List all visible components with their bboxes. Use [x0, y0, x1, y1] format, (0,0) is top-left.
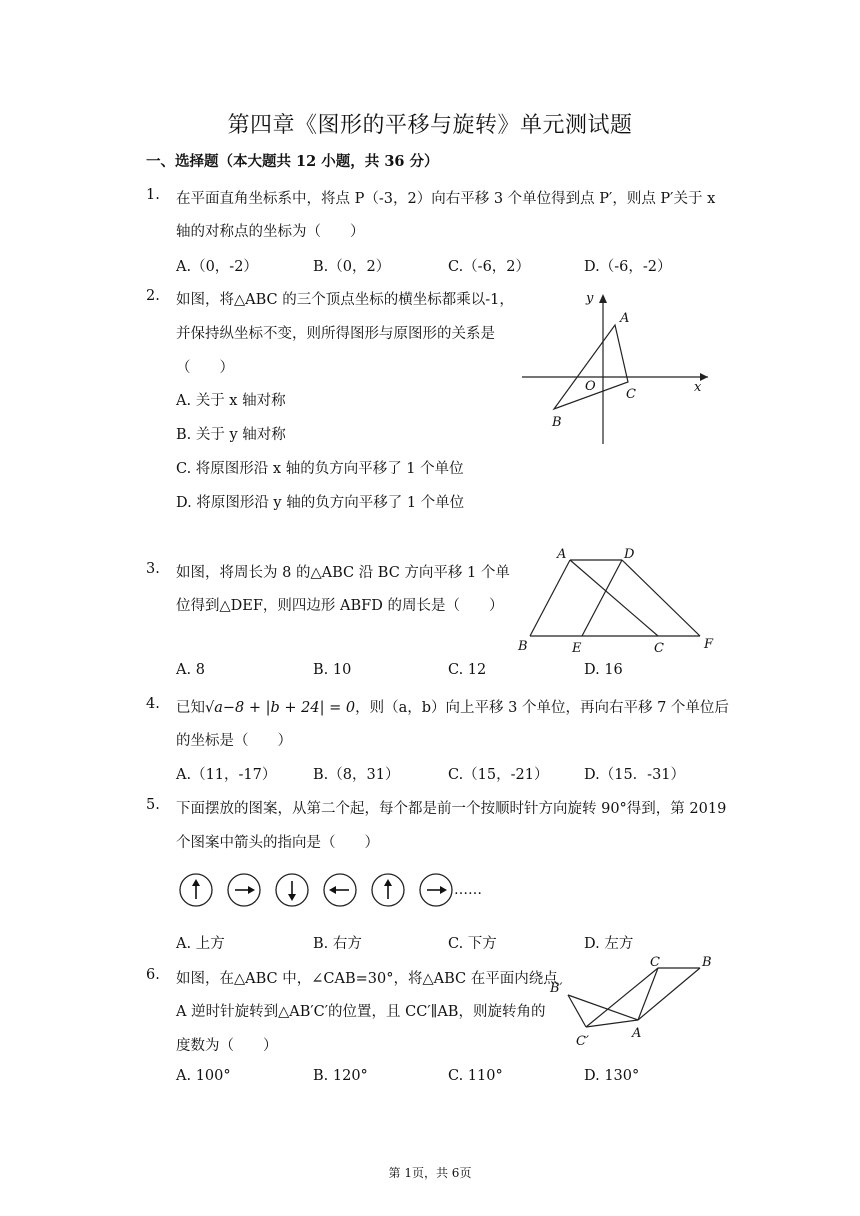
- question-text-line: 位得到△DEF，则四边形 ABFD 的周长是（ ）: [176, 598, 504, 614]
- option-d: D.（-6，-2）: [584, 259, 672, 275]
- label-origin: O: [585, 379, 596, 394]
- arrow-circle-right: [420, 874, 452, 906]
- page-footer: 第 1页，共 6页: [388, 1166, 472, 1180]
- text-suffix: ，则（a，b）向上平移 3 个单位，再向右平移 7 个单位后: [355, 700, 729, 716]
- option-d: D.（15．-31）: [584, 767, 686, 783]
- label-d: D: [624, 547, 635, 562]
- label-c: C: [654, 641, 664, 656]
- label-a: A: [620, 311, 630, 326]
- label-b: B: [552, 415, 562, 430]
- arrow-icon: [288, 881, 296, 901]
- arrow-circle-up: [372, 874, 404, 906]
- arrow-circle-left: [324, 874, 356, 906]
- label-c: C: [626, 387, 636, 402]
- label-e: E: [572, 641, 582, 656]
- question-text-line: 下面摆放的图案，从第二个起，每个都是前一个按顺时针方向旋转 90°得到，第 2019: [176, 801, 727, 817]
- option-a: A.（0，-2）: [176, 259, 258, 275]
- option-a: A. 100°: [176, 1068, 231, 1084]
- label-y: y: [586, 291, 594, 306]
- question-text-line: 如图，在△ABC 中，∠CAB=30°，将△ABC 在平面内绕点: [176, 971, 558, 987]
- arrow-icon: [329, 886, 349, 894]
- arrow-icon: [384, 879, 392, 899]
- arrow-icon: [192, 879, 200, 899]
- section-header: 一、选择题（本大题共 12 小题，共 36 分）: [146, 153, 439, 170]
- question-text-line: 的坐标是（ ）: [176, 733, 292, 749]
- arrow-circle-right: [228, 874, 260, 906]
- arrow-circle-up: [180, 874, 212, 906]
- question-text-line: 如图，将周长为 8 的△ABC 沿 BC 方向平移 1 个单: [176, 565, 510, 581]
- question-number: 6.: [146, 967, 160, 983]
- label-a: A: [557, 547, 567, 562]
- question-text-line: 如图，将△ABC 的三个顶点坐标的横坐标都乘以-1，: [176, 292, 514, 308]
- page-title: 第四章《图形的平移与旋转》单元测试题: [227, 113, 633, 138]
- option-b: B. 关于 y 轴对称: [176, 427, 286, 443]
- arrow-icon: [427, 886, 447, 894]
- math-formula: √a−8 + |b + 24| = 0: [205, 700, 356, 716]
- question-text-line: 在平面直角坐标系中，将点 P（-3，2）向右平移 3 个单位得到点 P′，则点 P′关于 x: [176, 191, 716, 207]
- label-x: x: [694, 380, 702, 395]
- question-text-line: 度数为（ ）: [176, 1038, 278, 1054]
- option-b: B.（0，2）: [313, 259, 391, 275]
- question-number: 4.: [146, 696, 160, 712]
- option-d: D. 将原图形沿 y 轴的负方向平移了 1 个单位: [176, 495, 465, 511]
- text-prefix: 已知: [176, 700, 205, 716]
- triangle-abc: [554, 325, 628, 409]
- translation-figure: [512, 544, 722, 656]
- question-number: 3.: [146, 561, 160, 577]
- option-b: B. 120°: [313, 1068, 368, 1084]
- label-c: C: [650, 955, 660, 970]
- label-a: A: [632, 1026, 642, 1041]
- option-d: D. 16: [584, 662, 623, 678]
- label-c-prime: C′: [576, 1034, 589, 1049]
- question-number: 1.: [146, 187, 160, 203]
- option-a: A. 关于 x 轴对称: [176, 393, 286, 409]
- option-c: C.（-6，2）: [448, 259, 531, 275]
- question-text-line: 轴的对称点的坐标为（ ）: [176, 224, 365, 240]
- option-d: D. 130°: [584, 1068, 640, 1084]
- arrow-circle-down: [276, 874, 308, 906]
- option-b: B. 10: [313, 662, 352, 678]
- question-text-line: 并保持纵坐标不变，则所得图形与原图形的关系是: [176, 326, 495, 342]
- y-axis-arrow: [599, 294, 607, 303]
- question-number: 5.: [146, 797, 160, 813]
- question-text-line: （ ）: [176, 360, 234, 376]
- option-b: B. 右方: [313, 936, 362, 952]
- label-b: B: [518, 639, 528, 654]
- question-text-line: [176, 696, 729, 717]
- option-a: A. 8: [176, 662, 205, 678]
- option-c: C. 将原图形沿 x 轴的负方向平移了 1 个单位: [176, 461, 464, 477]
- question-number: 2.: [146, 288, 160, 304]
- option-c: C. 下方: [448, 936, 497, 952]
- rotation-pattern: [176, 868, 496, 912]
- option-a: A. 上方: [176, 936, 225, 952]
- question-text-line: A 逆时针旋转到△AB′C′的位置，且 CC′∥AB，则旋转角的: [176, 1004, 546, 1020]
- option-c: C. 12: [448, 662, 487, 678]
- coordinate-triangle-figure: [516, 286, 716, 446]
- label-b: B: [702, 955, 712, 970]
- arrow-icon: [235, 886, 255, 894]
- option-a: A.（11，-17）: [176, 767, 277, 783]
- option-d: D. 左方: [584, 936, 634, 952]
- option-c: C.（15，-21）: [448, 767, 549, 783]
- pattern-ellipsis: ……: [454, 882, 482, 898]
- option-b: B.（8，31）: [313, 767, 400, 783]
- label-f: F: [704, 637, 714, 652]
- rotation-triangle-figure: [546, 950, 726, 1050]
- option-c: C. 110°: [448, 1068, 503, 1084]
- question-text-line: 个图案中箭头的指向是（ ）: [176, 835, 379, 851]
- label-b-prime: B′: [550, 981, 563, 996]
